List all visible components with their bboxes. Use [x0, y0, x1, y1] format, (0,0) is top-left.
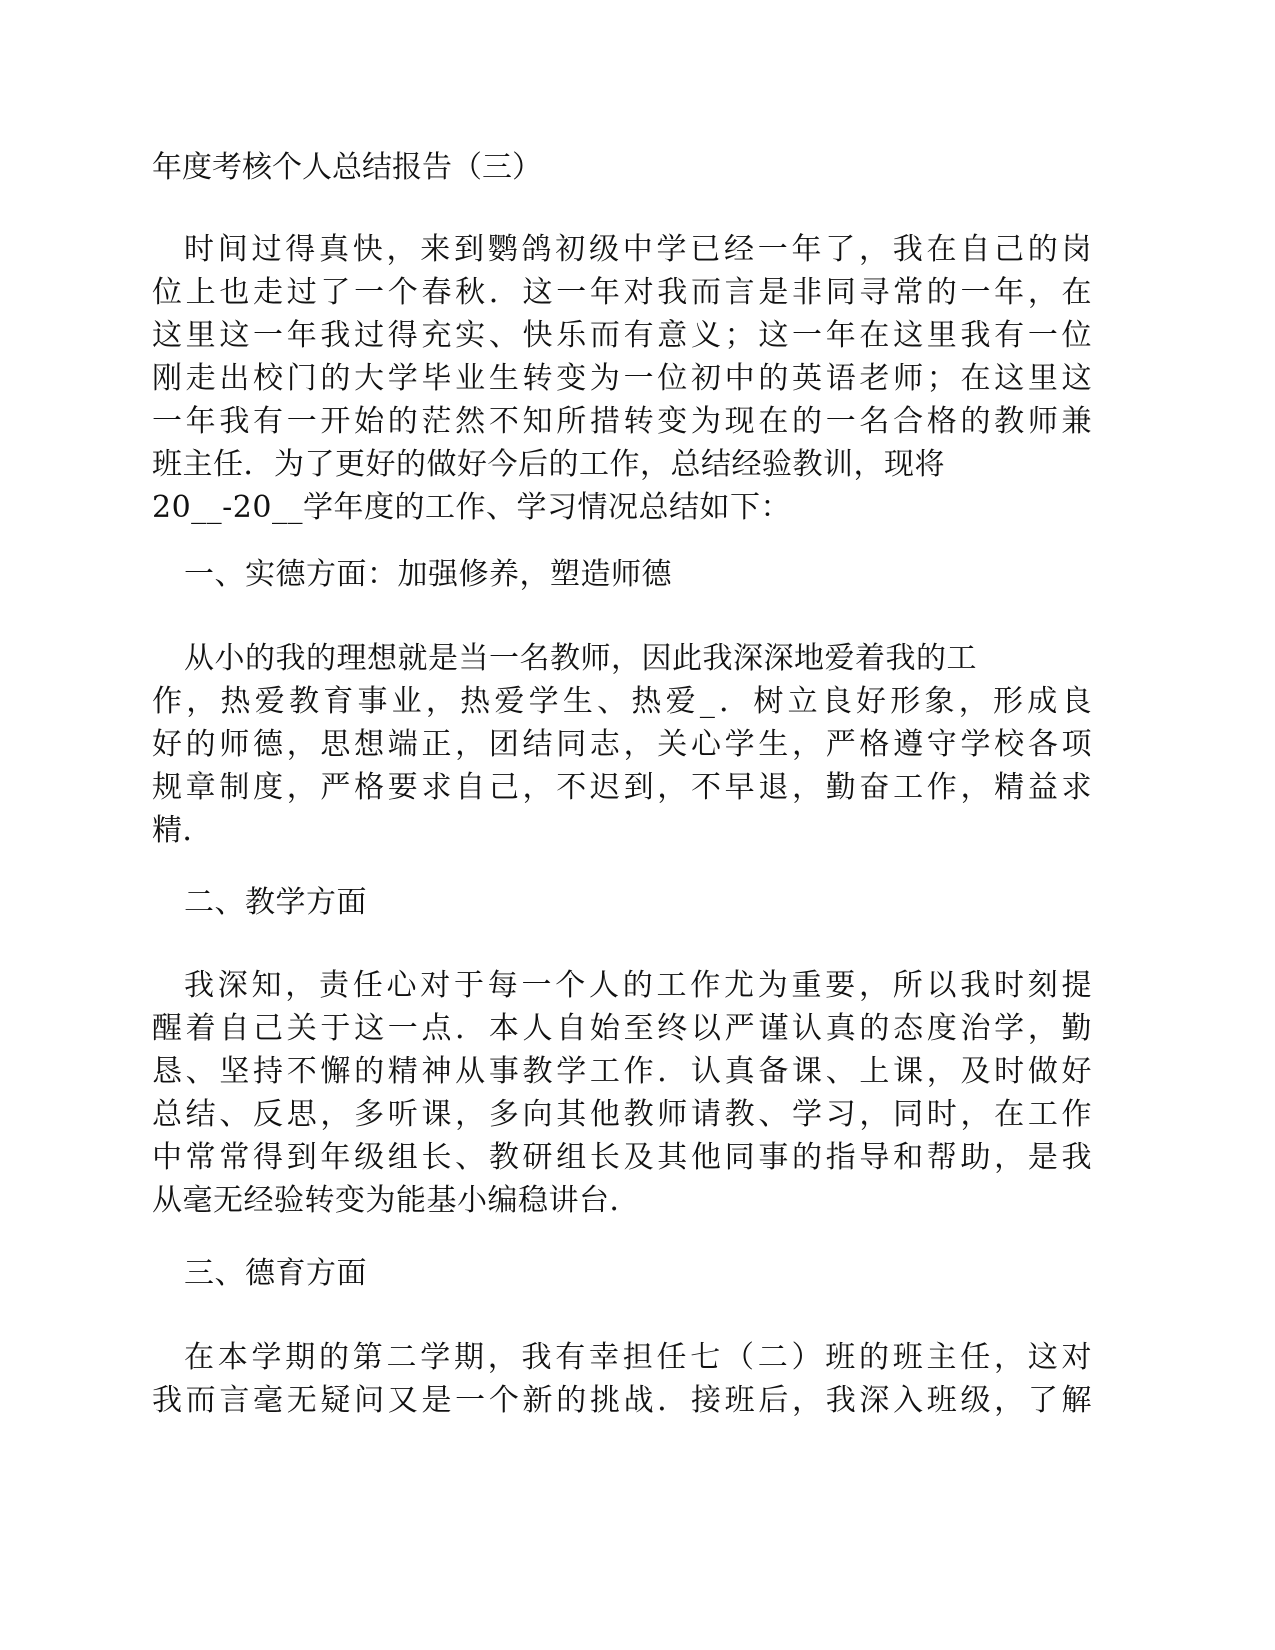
paragraph-line: 精． [152, 813, 213, 848]
paragraph-line: 我而言毫无疑问又是一个新的挑战．接班后，我深入班级，了解 [152, 1383, 1092, 1418]
paragraph-line: 时间过得真快，来到鹦鸽初级中学已经一年了，我在自己的岗 [184, 232, 1092, 267]
paragraph-line: 中常常得到年级组长、教研组长及其他同事的指导和帮助，是我 [152, 1140, 1092, 1175]
paragraph-line: 这里这一年我过得充实、快乐而有意义；这一年在这里我有一位 [152, 318, 1092, 353]
paragraph-line: 从小的我的理想就是当一名教师，因此我深深地爱着我的工 [184, 641, 977, 676]
paragraph-line: 我深知，责任心对于每一个人的工作尤为重要，所以我时刻提 [184, 968, 1092, 1003]
paragraph-moral-education [152, 1336, 1092, 1422]
paragraph-ethics [152, 637, 1092, 852]
paragraph-line: 刚走出校门的大学毕业生转变为一位初中的英语老师；在这里这 [152, 361, 1092, 396]
paragraph-line: 位上也走过了一个春秋．这一年对我而言是非同寻常的一年，在 [152, 275, 1092, 310]
paragraph-line: 一年我有一开始的茫然不知所措转变为现在的一名合格的教师兼 [152, 404, 1092, 439]
paragraph-line: 总结、反思，多听课，多向其他教师请教、学习，同时，在工作 [152, 1097, 1092, 1132]
paragraph-line: 规章制度，严格要求自己，不迟到，不早退，勤奋工作，精益求 [152, 770, 1092, 805]
paragraph-intro [152, 228, 1092, 529]
paragraph-line: 醒着自己关于这一点．本人自始至终以严谨认真的态度治学，勤 [152, 1011, 1092, 1046]
paragraph-line: 班主任．为了更好的做好今后的工作，总结经验教训，现将 [152, 447, 945, 482]
paragraph-line: 20__-20__学年度的工作、学习情况总结如下： [152, 490, 791, 525]
section-heading-teaching: 二、教学方面 [184, 885, 367, 920]
document-title: 年度考核个人总结报告（三） [152, 150, 542, 185]
paragraph-line: 从毫无经验转变为能基小编稳讲台． [152, 1183, 640, 1218]
paragraph-line: 好的师德，思想端正，团结同志，关心学生，严格遵守学校各项 [152, 727, 1092, 762]
section-heading-ethics: 一、实德方面：加强修养，塑造师德 [184, 557, 672, 592]
paragraph-line: 恳、坚持不懈的精神从事教学工作．认真备课、上课，及时做好 [152, 1054, 1092, 1089]
section-heading-moral-education: 三、德育方面 [184, 1256, 367, 1291]
paragraph-line: 在本学期的第二学期，我有幸担任七（二）班的班主任，这对 [184, 1340, 1092, 1375]
paragraph-line: 作，热爱教育事业，热爱学生、热爱_．树立良好形象，形成良 [152, 684, 1092, 719]
paragraph-teaching [152, 964, 1092, 1222]
